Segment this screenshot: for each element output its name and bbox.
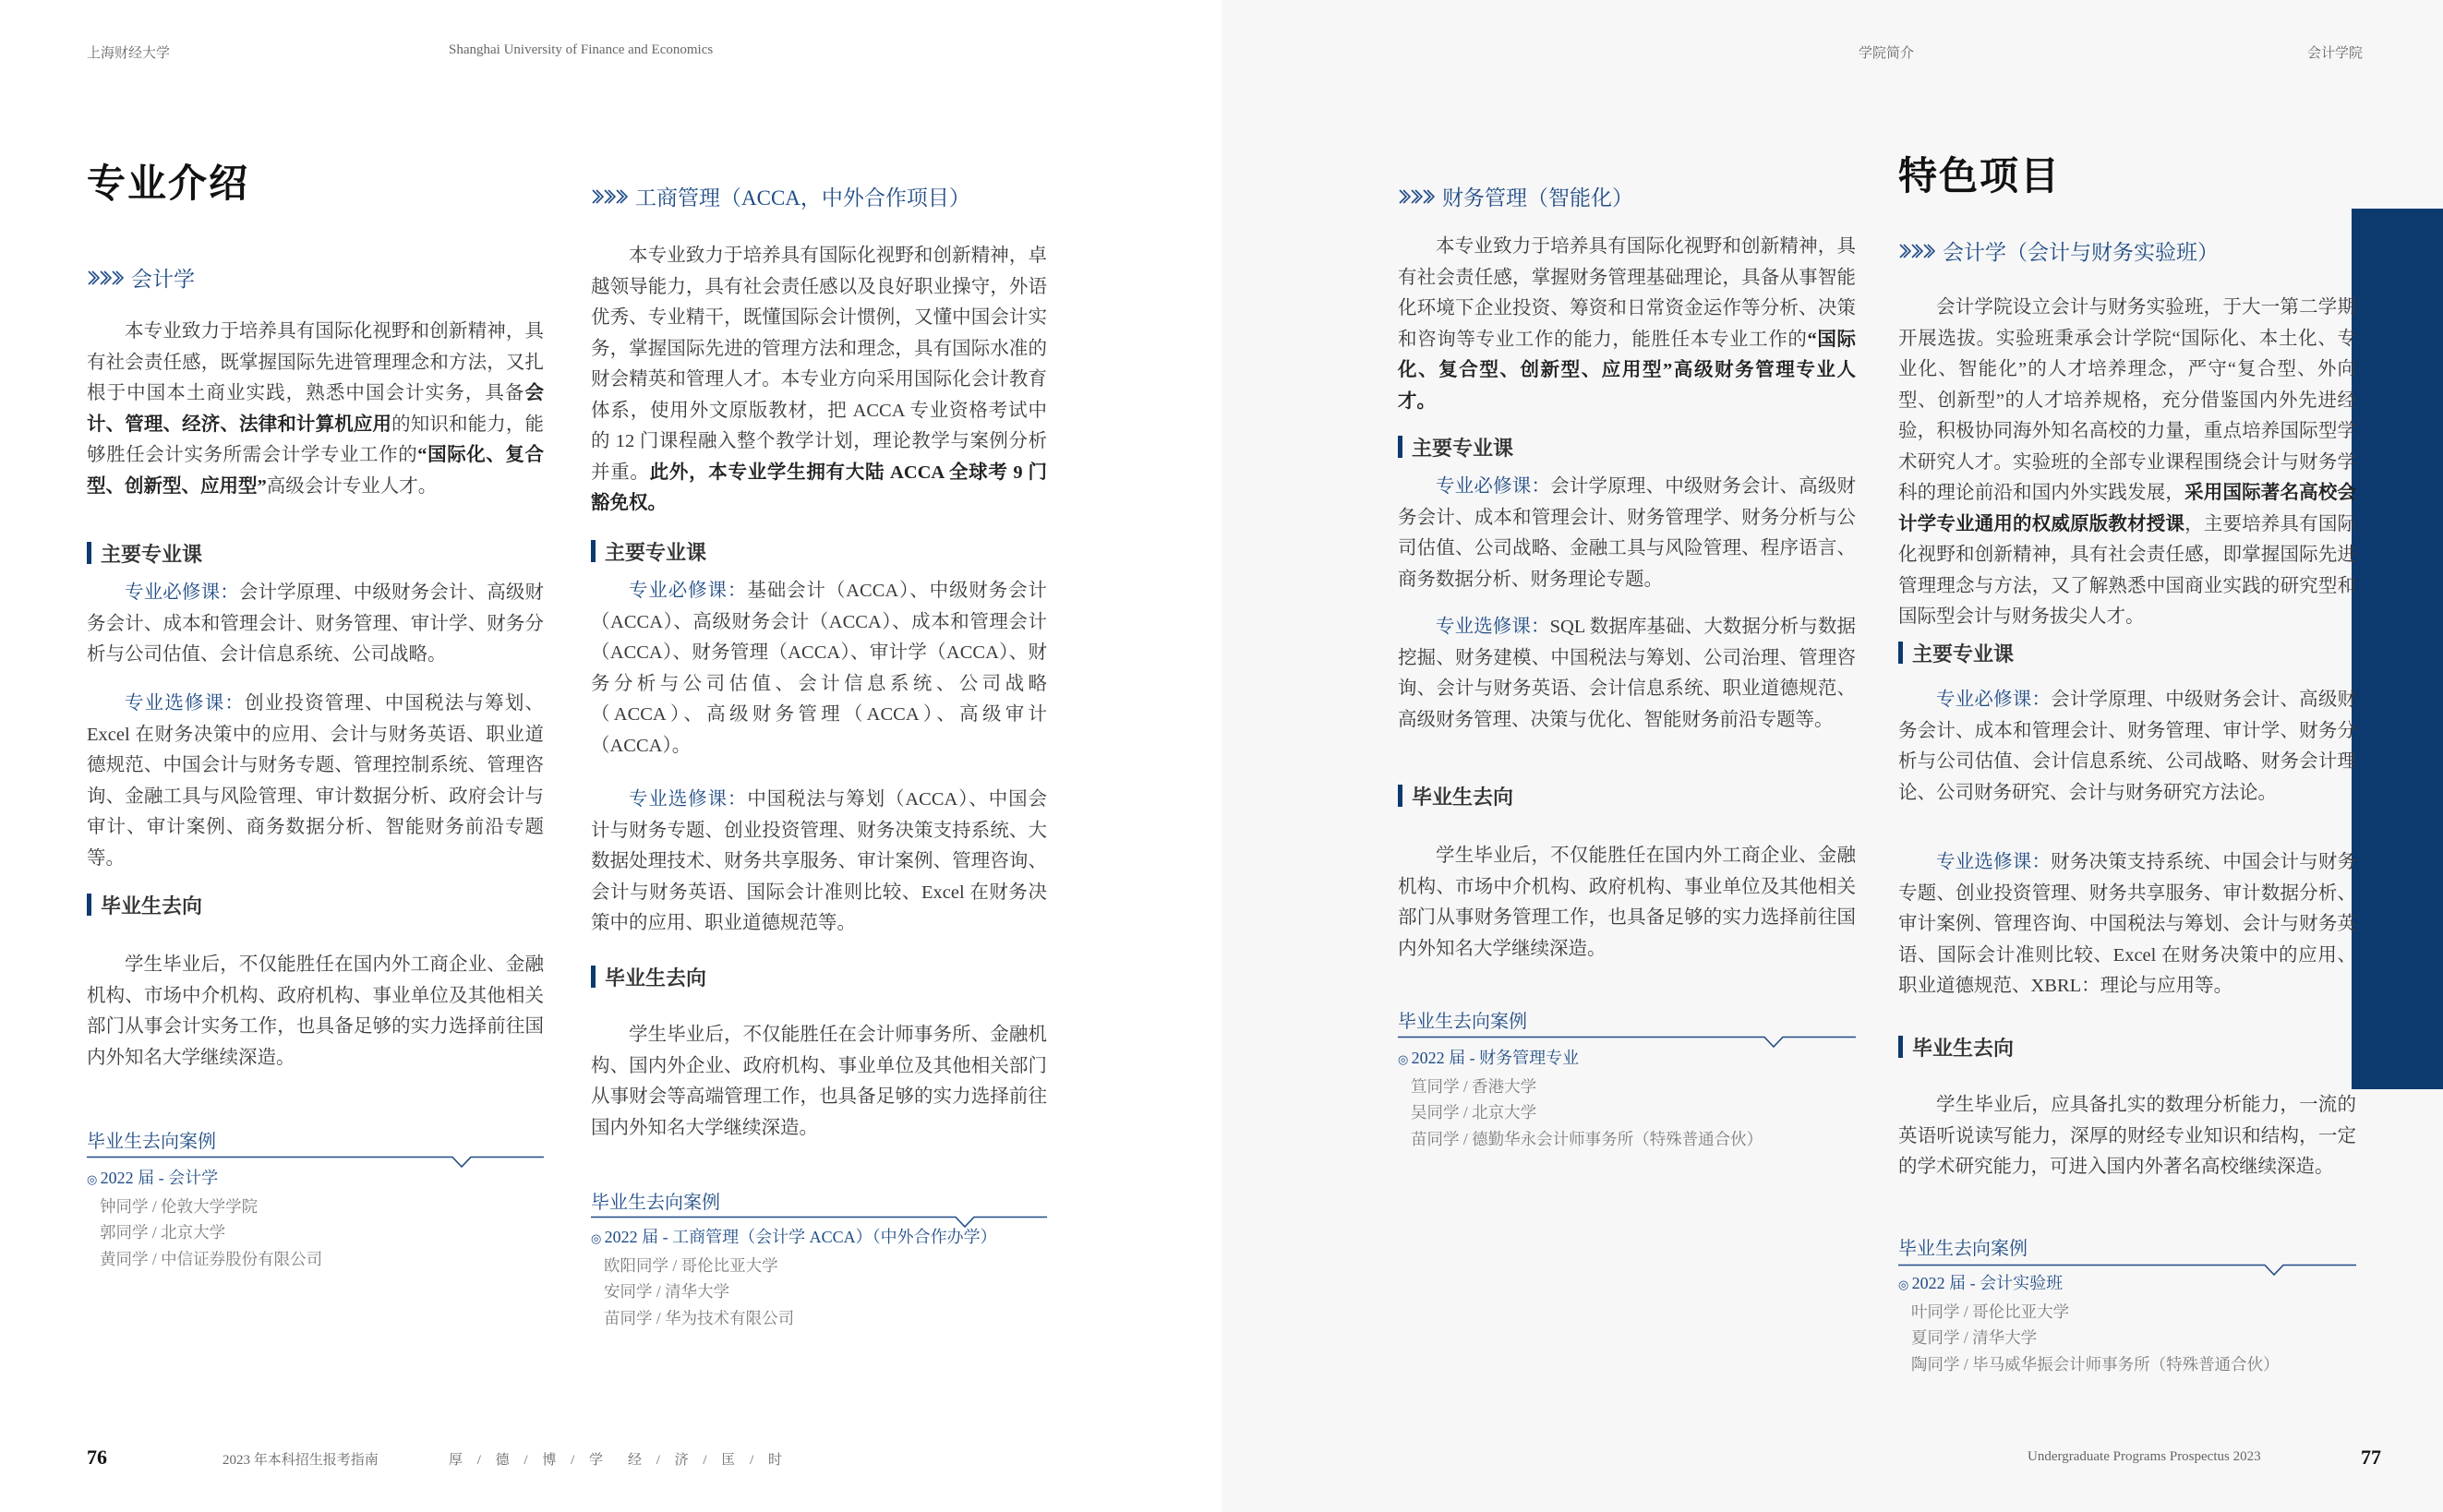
running-header-college: 会计学院 [2307, 46, 2364, 61]
elective-courses [591, 785, 1047, 940]
target-bullet-icon: ◎ [1898, 1278, 1912, 1291]
heading-bar-icon [1898, 642, 1903, 664]
course-label: 专业选修课： [1436, 617, 1550, 637]
required-courses [87, 578, 544, 671]
text-segment: 学生毕业后，不仅能胜任在会计师事务所、金融机构、国内外企业、政府机构、事业单位及其他相关部门从事财会等高端管理工作，也具备足够的实力选择前往国内外知名大学继续深造。 [591, 1025, 1047, 1138]
required-courses [591, 576, 1047, 762]
list-item: 夏同学 / 清华大学 [1911, 1328, 2038, 1348]
courses-heading [1898, 641, 2356, 665]
courses-heading-text: 主要专业课 [1912, 642, 2015, 666]
text-segment: 本专业致力于培养具有国际化视野和创新精神，具有社会责任感，掌握财务管理基础理论，具备从事智能化环境下企业投资、筹资和日常资金运作等分析、决策和咨询等专业工作的能力，能胜任本专业工作的 [1398, 236, 1856, 350]
text-segment: 学生毕业后，应具备扎实的数理分析能力，一流的英语听说读写能力，深厚的财经专业知识和结构，一定的学术研究能力，可进入国内外著名高校继续深造。 [1898, 1095, 2356, 1177]
text-segment: 基础会计（ACCA）、中级财务会计（ACCA）、高级财务会计（ACCA）、成本和管理会计（ACCA）、财务管理（ACCA）、审计学（ACCA）、财务分析与公司估值、会计信息系统、公司战略（ACCA）、高级财务管理（ACCA）、高级审计（ACCA）。 [591, 581, 1047, 756]
elective-courses [1898, 847, 2356, 1002]
text-segment: 学生毕业后，不仅能胜任在国内外工商企业、金融机构、市场中介机构、政府机构、事业单位及其他相关部门从事财务管理工作，也具备足够的实力选择前往国内外知名大学继续深造。 [1398, 846, 1856, 959]
heading-bar-icon [87, 894, 91, 916]
cases-title: 毕业生去向案例 [591, 1193, 720, 1213]
cases-list [1398, 1045, 1856, 1153]
cohort-text: 2022 届 - 会计实验班 [1911, 1274, 2064, 1292]
triple-chevron-icon [1398, 188, 1435, 205]
list-item: 叶同学 / 哥伦比亚大学 [1911, 1302, 2070, 1321]
list-item: 安同学 / 清华大学 [604, 1282, 730, 1302]
text-segment: 会计学原理、中级财务会计、高级财务会计、成本和管理会计、财务管理学、财务分析与公司估值、公司战略、金融工具与风险管理、程序语言、商务数据分析、财务理论专题。 [1398, 476, 1857, 590]
list-item: 郭同学 / 北京大学 [100, 1223, 226, 1242]
elective-courses [1398, 612, 1856, 736]
careers-heading-text: 毕业生去向 [605, 966, 707, 990]
footer-guide: 2023 年本科招生报考指南 [223, 1453, 379, 1468]
page-title-featured: 特色项目 [1898, 156, 2062, 198]
emphasis-text: 采用国际著名高校会计学专业通用的权威原版教材授课 [1898, 483, 2357, 534]
list-item: 陶同学 / 毕马威华振会计师事务所（特殊普通合伙） [1911, 1355, 2280, 1374]
course-label: 专业必修课： [125, 582, 239, 603]
courses-heading [1398, 435, 1856, 459]
cases-list [87, 1165, 544, 1273]
page-number-left: 76 [87, 1446, 107, 1469]
running-header-school-en: Shanghai University of Finance and Economics [449, 42, 714, 57]
course-label: 专业选修课： [1936, 852, 2052, 872]
cases-title: 毕业生去向案例 [1398, 1012, 1527, 1032]
program-intro [87, 317, 544, 502]
required-courses [1898, 685, 2356, 809]
careers-heading [1898, 1035, 2356, 1059]
course-label: 专业选修课： [629, 789, 748, 810]
careers-heading [87, 893, 544, 917]
program-heading [591, 181, 1047, 211]
courses-heading [87, 541, 544, 565]
careers-heading-text: 毕业生去向 [101, 894, 203, 918]
list-item: 欧阳同学 / 哥伦比亚大学 [604, 1255, 778, 1275]
running-header-school: 上海财经大学 [87, 46, 171, 61]
list-item: 吴同学 / 北京大学 [1411, 1103, 1537, 1122]
cohort-text: 2022 届 - 财务管理专业 [1411, 1049, 1580, 1067]
list-item: 笪同学 / 香港大学 [1411, 1076, 1537, 1096]
text-segment: 会计学院设立会计与财务实验班，于大一第二学期开展选拔。实验班秉承会计学院“国际化、本土化、专业化、智能化”的人才培养理念，严守“复合型、外向型、创新型”的人才培养规格，充分借鉴国内外先进经验，积极协同海外知名高校的力量，重点培养国际型学术研究人才。实验班的全部专业课程围绕会计与财务学科的理论前沿和国内外实践发展， [1898, 297, 2356, 503]
cases-title: 毕业生去向案例 [87, 1132, 216, 1152]
cases-list [591, 1224, 1047, 1332]
courses-heading [591, 539, 1047, 563]
list-item: 苗同学 / 华为技术有限公司 [604, 1309, 795, 1328]
text-segment: 的知识和能力，能够胜任会计实务所需会计学专业工作的 [87, 414, 545, 465]
target-bullet-icon: ◎ [591, 1231, 605, 1245]
text-segment: 本专业致力于培养具有国际化视野和创新精神，具有社会责任感，既掌握国际先进管理理念和方法，又扎根于中国本土商业实践，熟悉中国会计实务，具备 [87, 321, 544, 403]
emphasis-text: “国际化、复合型、创新型、应用型”高级财务管理专业人才。 [1398, 329, 1857, 412]
heading-bar-icon [1398, 785, 1402, 807]
text-segment: ，主要培养具有国际化视野和创新精神，具有社会责任感，即掌握国际先进管理理念与方法，又了解熟悉中国商业实践的研究型和国际型会计与财务拔尖人才。 [1898, 513, 2357, 627]
target-bullet-icon: ◎ [87, 1172, 101, 1186]
courses-heading-text: 主要专业课 [1412, 436, 1514, 460]
program-heading-text: 工商管理（ACCA，中外合作项目） [635, 186, 970, 210]
list-item: 苗同学 / 德勤华永会计师事务所（特殊普通合伙） [1411, 1130, 1763, 1149]
program-heading [1398, 181, 1856, 211]
footer-prospectus: Undergraduate Programs Prospectus 2023 [2028, 1449, 2261, 1464]
text-segment: 会计学原理、中级财务会计、高级财务会计、成本和管理会计、财务管理、审计学、财务分析与公司估值、会计信息系统、公司战略、财务会计理论、公司财务研究、会计与财务研究方法论。 [1898, 690, 2357, 803]
careers-heading [591, 965, 1047, 989]
triple-chevron-icon [591, 188, 628, 205]
cohort-label [591, 1224, 1047, 1253]
emphasis-text: 会计、管理、经济、法律和计算机应用 [87, 383, 544, 435]
careers-text [591, 1020, 1047, 1144]
cases-list [1898, 1270, 2356, 1378]
cases-title: 毕业生去向案例 [1898, 1239, 2028, 1259]
text-segment: 会计学原理、中级财务会计、高级财务会计、成本和管理会计、财务管理、审计学、财务分析与公司估值、会计信息系统、公司战略。 [87, 582, 545, 665]
program-heading-text: 会计学（会计与财务实验班） [1943, 241, 2219, 264]
course-label: 专业必修课： [1936, 690, 2052, 710]
course-label: 专业必修课： [1436, 476, 1551, 497]
careers-heading-text: 毕业生去向 [1412, 785, 1514, 809]
elective-courses [87, 689, 544, 874]
running-header-section: 学院简介 [1859, 46, 1915, 61]
text-segment: 学生毕业后，不仅能胜任在国内外工商企业、金融机构、市场中介机构、政府机构、事业单位及其他相关部门从事会计实务工作，也具备足够的实力选择前往国内外知名大学继续深造。 [87, 954, 544, 1068]
program-intro [1898, 293, 2356, 633]
text-segment: 高级会计专业人才。 [266, 475, 438, 497]
cohort-text: 2022 届 - 工商管理（会计学 ACCA）（中外合作办学） [604, 1228, 997, 1246]
cohort-label [1398, 1045, 1856, 1074]
triple-chevron-icon [87, 270, 124, 286]
course-label: 专业选修课： [125, 693, 246, 714]
list-item: 钟同学 / 伦敦大学学院 [100, 1196, 259, 1216]
page-title-majors: 专业介绍 [87, 163, 250, 206]
program-heading [1898, 235, 2356, 266]
required-courses [1398, 472, 1856, 595]
text-segment: 创业投资管理、中国税法与筹划、Excel 在财务决策中的应用、会计与财务英语、职业道德规范、中国会计与财务专题、管理控制系统、管理咨询、金融工具与风险管理、审计数据分析、政府会计与审计、审计案例、商务数据分析、智能财务前沿专题等。 [87, 693, 545, 869]
cohort-label [87, 1165, 544, 1194]
heading-bar-icon [1898, 1036, 1903, 1058]
emphasis-text: “国际化、复合型、创新型、应用型” [87, 445, 545, 497]
heading-bar-icon [1398, 436, 1402, 458]
program-intro [1398, 232, 1856, 417]
footer-motto: 厚 / 德 / 博 / 学 经 / 济 / 匡 / 时 [449, 1453, 788, 1468]
careers-heading [1398, 784, 1856, 808]
program-heading-text: 财务管理（智能化） [1442, 186, 1633, 210]
page-number-right: 77 [2361, 1446, 2381, 1469]
courses-heading-text: 主要专业课 [101, 542, 203, 566]
careers-text [1398, 841, 1856, 965]
careers-text [87, 950, 544, 1074]
text-segment: SQL 数据库基础、大数据分析与数据挖掘、财务建模、中国税法与筹划、公司治理、管理咨询、会计与财务英语、会计信息系统、职业道德规范、高级财务管理、决策与优化、智能财务前沿专题等。 [1398, 617, 1857, 730]
program-heading-text: 会计学 [131, 268, 195, 291]
cohort-text: 2022 届 - 会计学 [100, 1169, 219, 1187]
careers-text [1898, 1090, 2356, 1183]
program-heading [87, 262, 544, 293]
heading-bar-icon [87, 542, 91, 564]
target-bullet-icon: ◎ [1398, 1052, 1412, 1066]
program-intro [591, 241, 1047, 520]
cohort-label [1898, 1270, 2356, 1299]
course-label: 专业必修课： [629, 581, 748, 601]
text-segment: 本专业致力于培养具有国际化视野和创新精神，卓越领导能力，具有社会责任感以及良好职业操守，外语优秀、专业精干，既懂国际会计惯例，又懂中国会计实务，掌握国际先进的管理方法和理念，具有国际水准的财会精英和管理人才。本专业方向采用国际化会计教育体系，使用外文原版教材，把 ACCA 专业资格考试中的 12 门课程融入整个教学计划，理论教学与案例分析并重。 [591, 246, 1047, 483]
heading-bar-icon [591, 966, 596, 988]
text-segment: 中国税法与筹划（ACCA）、中国会计与财务专题、创业投资管理、财务决策支持系统、大数据处理技术、财务共享服务、审计案例、管理咨询、会计与财务英语、国际会计准则比较、Excel 在财务决策中的应用、职业道德规范等。 [591, 789, 1047, 933]
accent-bar [2352, 209, 2443, 1089]
emphasis-text: 此外，本专业学生拥有大陆 ACCA 全球考 9 门豁免权。 [591, 462, 1047, 513]
courses-heading-text: 主要专业课 [605, 540, 707, 564]
list-item: 黄同学 / 中信证券股份有限公司 [100, 1250, 323, 1269]
careers-heading-text: 毕业生去向 [1912, 1036, 2015, 1060]
text-segment: 财务决策支持系统、中国会计与财务专题、创业投资管理、财务共享服务、审计数据分析、审计案例、管理咨询、中国税法与筹划、会计与财务英语、国际会计准则比较、Excel 在财务决策中的应用、职业道德规范、XBRL：理论与应用等。 [1898, 852, 2357, 996]
triple-chevron-icon [1898, 243, 1935, 259]
heading-bar-icon [591, 540, 596, 562]
